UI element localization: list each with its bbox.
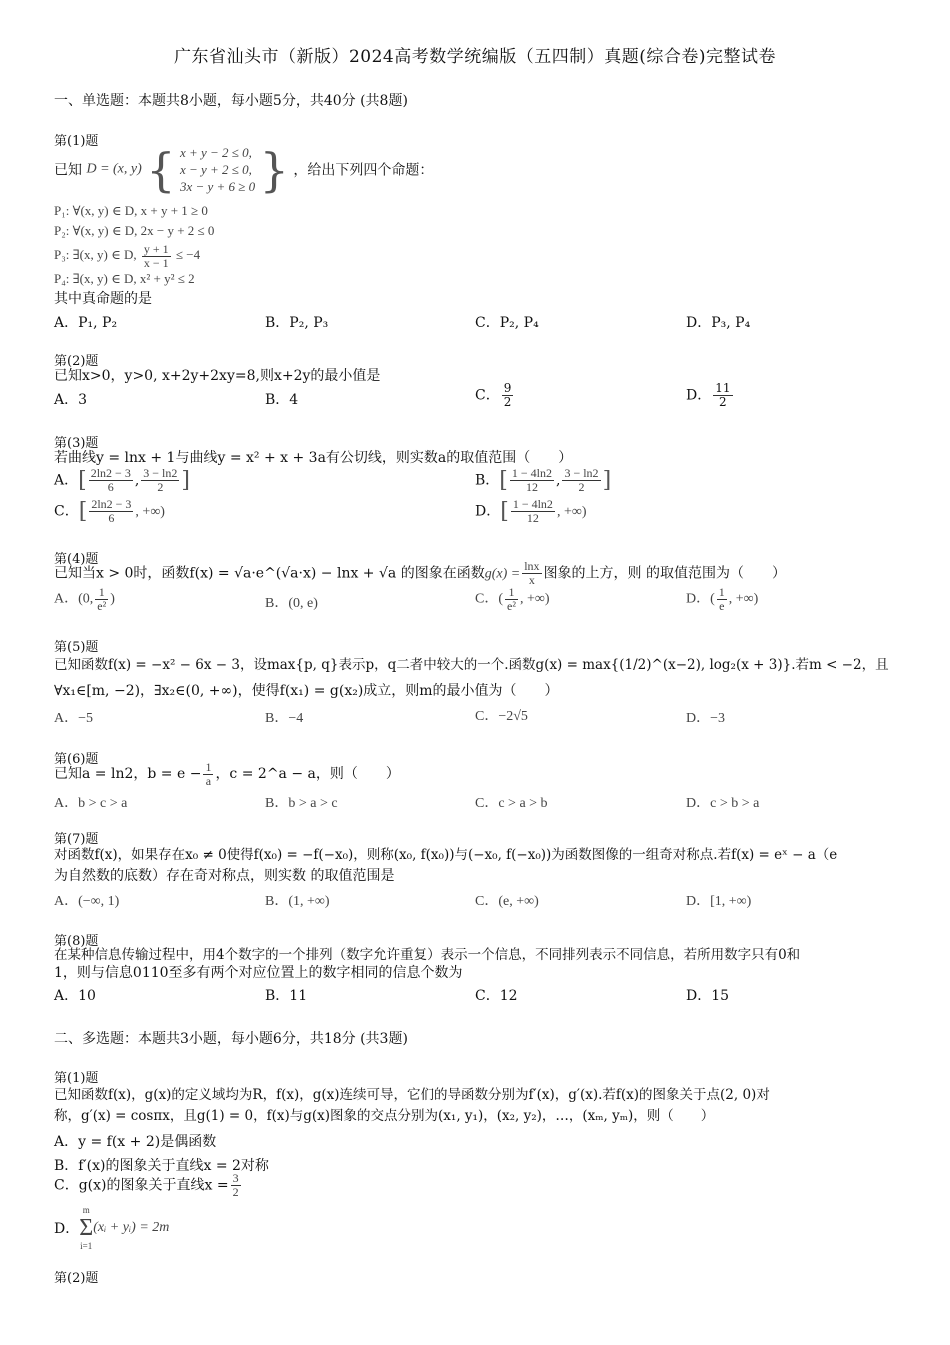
option-text: C．g(x)的图象关于直线x = [54, 1177, 229, 1194]
p3-text: P₃: ∃(x, y) ∈ D, [54, 247, 137, 262]
option-d[interactable]: D．P₃, P₄ [686, 315, 751, 331]
interval-tail: , +∞) [135, 504, 165, 520]
fraction [141, 467, 179, 494]
option-d[interactable] [54, 1204, 169, 1252]
inequality-system [180, 144, 255, 195]
numerator: 1 [505, 586, 518, 600]
denominator: 2 [503, 395, 512, 409]
interval-tail: , +∞) [556, 504, 587, 520]
fraction [89, 498, 133, 525]
left-bracket: [ [78, 499, 88, 524]
option-d[interactable] [475, 498, 586, 525]
question-number: 第(8)题 [54, 934, 99, 949]
option-a[interactable]: A．10 [54, 988, 96, 1004]
option-c[interactable] [475, 382, 515, 409]
option-c[interactable]: C．P₂, P₄ [475, 315, 539, 331]
option-b[interactable]: B．b > a > c [265, 796, 338, 811]
inequality: x − y + 2 ≤ 0, [179, 162, 252, 177]
section-single-choice: 一、单选题：本题共8小题，每小题5分，共40分 (共8题) [54, 93, 408, 109]
question-number: 第(2)题 [54, 354, 99, 369]
option-a[interactable]: A．b > c > a [54, 796, 128, 811]
option-a[interactable]: A．P₁, P₂ [54, 315, 118, 331]
proposition-p3 [54, 240, 200, 270]
option-c[interactable]: C．c > a > b [475, 796, 548, 811]
numerator: 1 − 4ln2 [511, 466, 552, 480]
option-label: D． [475, 503, 501, 520]
question-number: 第(3)题 [54, 436, 99, 451]
option-label: A．(0, [54, 591, 94, 607]
fraction [717, 586, 727, 613]
inequality: x + y − 2 ≤ 0, [179, 145, 252, 160]
option-a[interactable] [54, 586, 115, 613]
denominator: e² [97, 599, 107, 613]
fraction [95, 586, 108, 613]
option-label: C． [54, 503, 79, 520]
fraction [203, 761, 213, 788]
option-a[interactable]: A．−5 [54, 711, 94, 726]
question-ask: 其中真命题的是 [54, 291, 152, 307]
denominator: 12 [525, 480, 538, 494]
numerator: lnx [524, 559, 540, 573]
option-a[interactable]: A．[ $\frac{2\ln 2 - 3}{6}$ , $\frac{3 - \ln 2}{2}$ ] [54, 466, 190, 494]
option-a[interactable]: A．y = f(x + 2)是偶函数 [54, 1134, 217, 1150]
interval-tail: ) [110, 591, 115, 607]
option-d[interactable]: D．[1, +∞) [686, 894, 752, 909]
option-c[interactable] [475, 586, 549, 613]
option-c[interactable]: C．−2√5 [475, 709, 528, 724]
denominator: e² [507, 599, 516, 613]
question-stem: 已知x>0，y>0, x+2y+2xy=8,则x+2y的最小值是 [54, 368, 381, 384]
option-d[interactable]: D．c > b > a [686, 796, 760, 811]
proposition-p1: P₁: ∀(x, y) ∈ D, x + y + 1 ≥ 0 [54, 203, 208, 218]
left-bracket: [ [499, 468, 508, 493]
option-label: D． [686, 387, 712, 404]
option-d[interactable] [686, 382, 735, 409]
denominator: 6 [107, 480, 114, 494]
fraction [713, 382, 732, 409]
question-number: 第(7)题 [54, 832, 99, 847]
right-brace: } [259, 142, 289, 197]
option-b[interactable]: B．f′(x)的图象关于直线x = 2对称 [54, 1158, 269, 1174]
denominator: x − 1 [143, 255, 169, 270]
stem-text: 已知当x > 0时，函数f(x) = √a·e^(√a·x) − lnx + √a 的图象在函数 [54, 565, 485, 582]
stem-text: 已知 [54, 162, 82, 179]
interval-tail: , +∞) [728, 591, 759, 607]
option-b[interactable]: B．(0, e) [265, 596, 318, 611]
option-c[interactable]: C．12 [475, 988, 518, 1004]
question-stem: ∀x₁∈[m, −2)，∃x₂∈(0, +∞)，使得f(x₁) = g(x₂)成立，则m的最小值为（ ） [54, 683, 559, 699]
sum-upper: m [82, 1205, 90, 1215]
fraction [89, 467, 133, 494]
denominator: x [528, 573, 535, 587]
option-b[interactable]: B．(1, +∞) [265, 894, 330, 909]
question-stem: 称，g′(x) = cosπx，且g(1) = 0，f(x)与g(x)图象的交点分别为(x₁, y₁)，(x₂, y₂)，…，(xₘ, yₘ)，则（ ） [54, 1108, 715, 1124]
right-bracket: ] [602, 468, 612, 493]
fraction [505, 586, 518, 613]
question-stem: 若曲线y = lnx + 1与曲线y = x² + x + 3a有公切线，则实数a的取值范围（ ） [54, 450, 573, 466]
denominator: 2 [232, 1185, 239, 1199]
question-stem: 在某种信息传输过程中，用4个数字的一个排列（数字允许重复）表示一个信息，不同排列表示不同信息，若所用数字只有0和 [54, 947, 801, 963]
fraction [511, 498, 555, 525]
page-title: 广东省汕头市（新版）2024高考数学统编版（五四制）真题(综合卷)完整试卷 [173, 47, 777, 67]
option-label: A． [54, 472, 79, 489]
question-stem: 已知函数f(x) = −x² − 6x − 3，设max{p, q}表示p，q二者中较大的一个.函数g(x) = max{(1/2)^(x−2), log₂(x + 3)}.若m < −2，且 [54, 657, 889, 673]
right-bracket: ] [181, 468, 190, 493]
question-number: 第(4)题 [54, 552, 99, 567]
interval-tail: , +∞) [519, 591, 550, 607]
option-label: D．( [686, 591, 715, 607]
fraction [142, 243, 171, 270]
section-multiple-choice: 二、多选题：本题共3小题，每小题6分，共18分 (共3题) [54, 1031, 408, 1047]
stem-text: ，给出下列四个命题： [293, 162, 434, 179]
question-number: 第(1)题 [54, 134, 99, 149]
stem-text: 已知a = ln2，b = e − [54, 766, 202, 782]
numerator: y + 1 [143, 241, 169, 256]
option-c[interactable] [54, 1172, 243, 1199]
numerator: 1 [95, 586, 108, 600]
option-label: C． [475, 387, 500, 404]
function-g: g(x) = [484, 566, 521, 582]
p3-tail: ≤ −4 [175, 247, 201, 262]
question-number: 第(2)题 [54, 1271, 99, 1286]
question-stem: 已知函数f(x)，g(x)的定义域均为R，f(x)，g(x)连续可导，它们的导函数分别为f′(x)，g′(x).若f(x)的图象关于点(2, 0)对 [54, 1087, 770, 1103]
stem-text: 图象的上方，则 的取值范围为（ ） [543, 565, 787, 582]
option-d[interactable] [686, 586, 758, 613]
numerator: 1 [205, 759, 212, 774]
option-label: D． [54, 1221, 80, 1237]
option-a[interactable]: A．3 [54, 392, 88, 408]
numerator: 9 [503, 381, 512, 395]
stem-text: ，c = 2^a − a，则（ ） [215, 766, 400, 782]
question-stem [54, 144, 433, 202]
question-stem [54, 760, 400, 788]
option-b[interactable]: B．11 [265, 988, 308, 1004]
numerator: 11 [715, 381, 731, 395]
left-brace: { [146, 142, 176, 197]
denominator: a [205, 773, 212, 788]
inequality: 3x − y + 6 ≥ 0 [179, 179, 256, 194]
proposition-p2: P₂: ∀(x, y) ∈ D, 2x − y + 2 ≤ 0 [54, 223, 215, 238]
question-stem [54, 560, 786, 588]
proposition-p4: P₄: ∃(x, y) ∈ D, x² + y² ≤ 2 [54, 271, 195, 286]
option-d[interactable]: D．−3 [686, 711, 726, 726]
option-label: C．( [475, 591, 503, 607]
question-number: 第(6)题 [54, 752, 99, 767]
denominator: e [719, 599, 725, 613]
denominator: 2 [719, 395, 727, 409]
option-b[interactable]: B．−4 [265, 711, 304, 726]
numerator: 1 [718, 585, 725, 599]
option-label: B． [475, 472, 500, 489]
left-bracket: [ [78, 468, 87, 493]
denominator: 2 [578, 480, 585, 494]
set-notation: D = (x, y) [86, 161, 142, 177]
left-bracket: [ [500, 499, 509, 524]
option-b[interactable]: B．[ $\frac{1 - 4\ln 2}{12}$ , $\frac{3 - \ln 2}{2}$ ] [475, 466, 612, 494]
denominator: 6 [108, 511, 115, 525]
numerator: 2ln2 − 3 [90, 466, 131, 480]
sum-lower: i=1 [80, 1241, 93, 1251]
numerator: 3 − ln2 [564, 466, 599, 480]
option-c[interactable]: C．(e, +∞) [475, 894, 539, 909]
summation [79, 1204, 93, 1252]
option-d[interactable]: D．15 [686, 988, 730, 1004]
question-stem: 1，则与信息0110至多有两个对应位置上的数字相同的信息个数为 [54, 965, 463, 981]
option-text: (xᵢ + yᵢ) = 2m [93, 1220, 170, 1235]
option-a[interactable]: A．(−∞, 1) [54, 894, 120, 909]
fraction [562, 467, 600, 494]
fraction [522, 560, 541, 587]
fraction [502, 382, 514, 409]
question-number: 第(5)题 [54, 640, 99, 655]
option-b[interactable]: B．P₂, P₃ [265, 315, 329, 331]
numerator: 2ln2 − 3 [91, 497, 132, 511]
sigma-symbol: Σ [79, 1215, 94, 1241]
question-number: 第(1)题 [54, 1071, 99, 1086]
numerator: 3 [232, 1171, 239, 1185]
fraction [510, 467, 554, 494]
fraction [231, 1172, 241, 1199]
question-stem: 为自然数的底数）存在奇对称点，则实数 的取值范围是 [54, 868, 395, 884]
numerator: 3 − ln2 [143, 466, 178, 480]
denominator: 2 [157, 480, 164, 494]
denominator: 12 [526, 511, 539, 525]
question-stem: 对函数f(x)，如果存在x₀ ≠ 0使得f(x₀) = −f(−x₀)，则称(x₀, f(x₀))与(−x₀, f(−x₀))为函数图像的一组奇对称点.若f(x) = eˣ − a（e [54, 847, 838, 863]
option-c[interactable] [54, 498, 165, 525]
numerator: 1 − 4ln2 [512, 497, 553, 511]
option-b[interactable]: B．4 [265, 392, 299, 408]
